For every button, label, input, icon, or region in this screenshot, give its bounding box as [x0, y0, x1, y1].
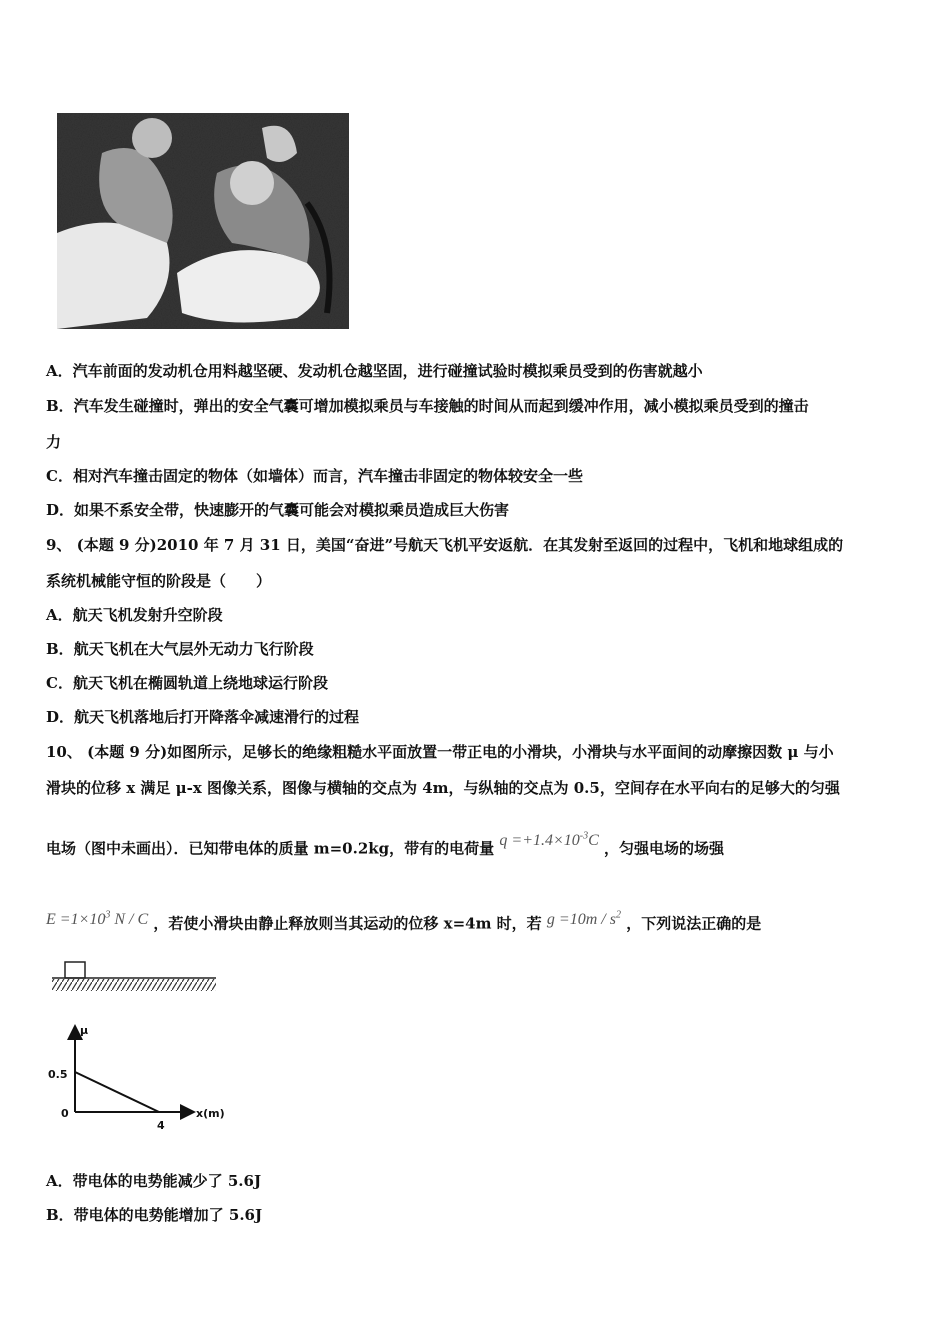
origin-label: 0 — [61, 1107, 69, 1120]
q9-stem-cont: 系统机械能守恒的阶段是（ ） — [46, 572, 272, 590]
gravity-exp: 2 — [615, 910, 621, 921]
charge-base: q =+1.4×10 — [499, 832, 580, 850]
q10-stem-text-c: ，若使小滑块由静止释放则当其运动的位移 x=4m 时，若 — [153, 914, 542, 933]
mu-x-line — [75, 1072, 159, 1112]
q10-stem-charge — [46, 831, 725, 858]
charge-unit: C — [588, 832, 599, 850]
charge-exp: -3 — [579, 831, 589, 842]
gravity-formula — [547, 911, 621, 928]
q10-option-a: A．带电体的电势能减少了 5.6J — [46, 1172, 262, 1190]
q8-option-a: A．汽车前面的发动机仓用料越坚硬、发动机仓越坚固，进行碰撞试验时模拟乘员受到的伤害就越小 — [46, 362, 703, 380]
q8-option-d: D．如果不系安全带，快速膨开的气囊可能会对模拟乘员造成巨大伤害 — [46, 501, 510, 519]
field-exp: 3 — [105, 910, 111, 921]
q8-option-c: C．相对汽车撞击固定的物体（如墙体）而言，汽车撞击非固定的物体较安全一些 — [46, 467, 583, 485]
q9-stem: 9、 (本题 9 分)2010 年 7 月 31 日，美国“奋进”号航天飞机平安返航．在其发射至返回的过程中，飞机和地球组成的 — [46, 536, 844, 554]
q10-option-b: B．带电体的电势能增加了 5.6J — [46, 1206, 263, 1224]
gravity-base: g =10m / s — [546, 911, 616, 929]
x-tick-label: 4 — [157, 1119, 165, 1132]
q10-stem-text-a: 电场（图中未画出）．已知带电体的质量 m=0.2kg，带有的电荷量 — [46, 839, 495, 858]
q9-option-a: A．航天飞机发射升空阶段 — [46, 606, 223, 624]
block-on-surface-figure — [52, 958, 216, 994]
q8-option-b: B．汽车发生碰撞时，弹出的安全气囊可增加模拟乘员与车接触的时间从而起到缓冲作用，减小模拟乘员受到的撞击 — [46, 397, 809, 415]
field-base: E =1×10 — [46, 911, 106, 929]
q9-option-c: C．航天飞机在椭圆轨道上绕地球运行阶段 — [46, 674, 328, 692]
q10-stem-cont: 滑块的位移 x 满足 μ-x 图像关系，图像与横轴的交点为 4m，与纵轴的交点为 0.5，空间存在水平向右的足够大的匀强 — [46, 779, 840, 797]
slider-block — [65, 962, 85, 978]
charge-formula — [499, 832, 598, 849]
q10-stem-text-d: ，下列说法正确的是 — [626, 914, 762, 933]
x-axis-label: x(m) — [196, 1107, 225, 1120]
crash-test-photo — [57, 113, 349, 329]
q10-stem-field — [46, 911, 761, 933]
mu-x-graph — [44, 1022, 229, 1134]
field-formula — [46, 911, 148, 928]
q8-option-b-cont: 力 — [46, 433, 62, 451]
q10-stem: 10、 (本题 9 分)如图所示，足够长的绝缘粗糙水平面放置一带正电的小滑块，小滑块与水平面间的动摩擦因数 μ 与小 — [46, 743, 834, 761]
ground-hatch — [52, 979, 216, 991]
q9-option-b: B．航天飞机在大气层外无动力飞行阶段 — [46, 640, 314, 658]
field-unit: N / C — [110, 911, 149, 929]
q9-option-d: D．航天飞机落地后打开降落伞减速滑行的过程 — [46, 708, 360, 726]
y-tick-label: 0.5 — [48, 1068, 68, 1081]
q10-stem-text-b: ，匀强电场的场强 — [604, 839, 725, 858]
y-axis-label: μ — [80, 1024, 89, 1037]
